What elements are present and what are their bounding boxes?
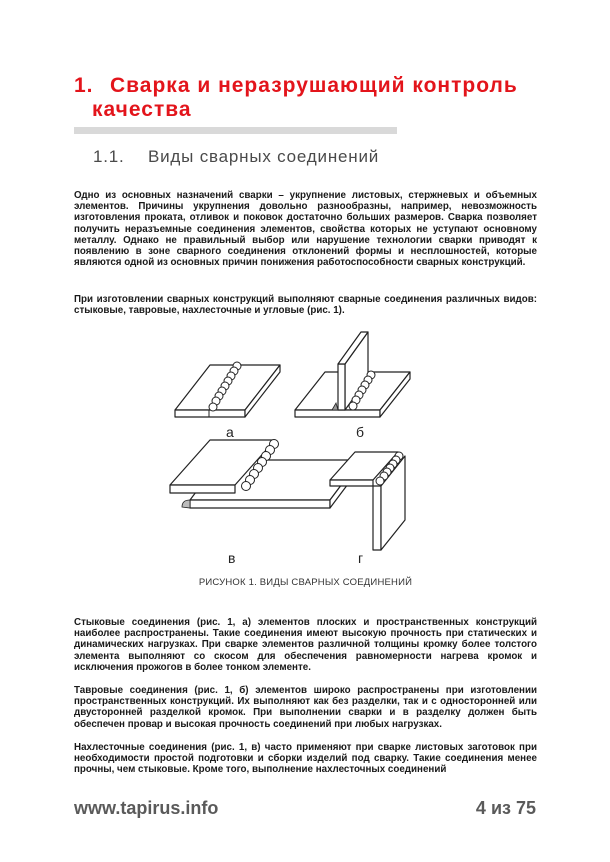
section-title: Виды сварных соединений: [148, 147, 380, 166]
paragraph-tee-joints: Тавровые соединения (рис. 1, б) элементов широко распространены при изготовлении пространственных конструкций. Их выполняют как без разделки, так и с односторонней или двусторонней разделкой кромок. При выполнении сварки и в разделку должен быть обеспечен провар и высокая прочность соединений при любых нагрузках.: [74, 685, 537, 730]
figure-label-b: б: [356, 424, 365, 440]
figure-label-g: г: [358, 550, 364, 566]
page-total: 75: [515, 798, 536, 818]
weld-joints-illustration: [160, 320, 450, 570]
figure-caption: РИСУНОК 1. ВИДЫ СВАРНЫХ СОЕДИНЕНИЙ: [198, 577, 413, 588]
figure-weld-joints: [160, 320, 450, 570]
page-current: 4: [475, 798, 486, 818]
section-heading: [93, 147, 379, 167]
page-separator: из: [490, 798, 511, 818]
page-counter: [476, 798, 536, 819]
chapter-title-line2: качества: [92, 98, 192, 121]
figure-label-v: в: [228, 550, 236, 566]
tee-joint-drawing: [295, 332, 410, 417]
paragraph-intro: Одно из основных назначений сварки – укрупнение листовых, стержневых и объемных элементов. Причины укрупнения довольно разнообразны, например, невозможность изготовления проката, отливок и поковок достаточно больших размеров. Сварка позволяет получить неразъемные соединения элементов, свойства которых не уступают основному металлу. Однако не правильный выбор или нарушение технологии сварки приводят к появлению в зоне сварного соединения отклонений формы и несплошностей, которые являются одной из основных причин понижения работоспособности сварных конструкций.: [74, 190, 537, 269]
chapter-heading: [74, 74, 544, 122]
section-number: 1.1.: [93, 147, 125, 166]
paragraph-butt-joints: Стыковые соединения (рис. 1, а) элементов плоских и пространственных конструкций наиболее распространены. Такие соединения имеют высокую прочность при статических и динамических нагрузках. При сварке элементов различной толщины кромку более толстого элемента выполняют со скосом для обеспечения равномерности нагрева кромок и исключения прожогов в более тонком элементе.: [74, 617, 537, 673]
footer-site-link[interactable]: www.tapirus.info: [74, 798, 219, 818]
paragraph-lap-joints: Нахлесточные соединения (рис. 1, в) часто применяют при сварке листовых заготовок при необходимости простой подготовки и сборки изделий под сварку. Такие соединения менее прочны, чем стыковые. Кроме того, выполнение нахлесточных соединений: [74, 742, 537, 776]
paragraph-joint-types: При изготовлении сварных конструкций выполняют сварные соединения различных видов: стыковые, тавровые, нахлесточные и угловые (рис. 1).: [74, 294, 537, 317]
heading-divider: [74, 127, 397, 134]
figure-label-a: а: [226, 424, 234, 440]
lap-joint-drawing: [170, 440, 360, 509]
butt-joint-drawing: [175, 362, 280, 417]
chapter-number: 1.: [74, 74, 94, 97]
chapter-title-line1: Сварка и неразрушающий контроль: [110, 74, 518, 97]
corner-joint-drawing: [330, 452, 405, 550]
